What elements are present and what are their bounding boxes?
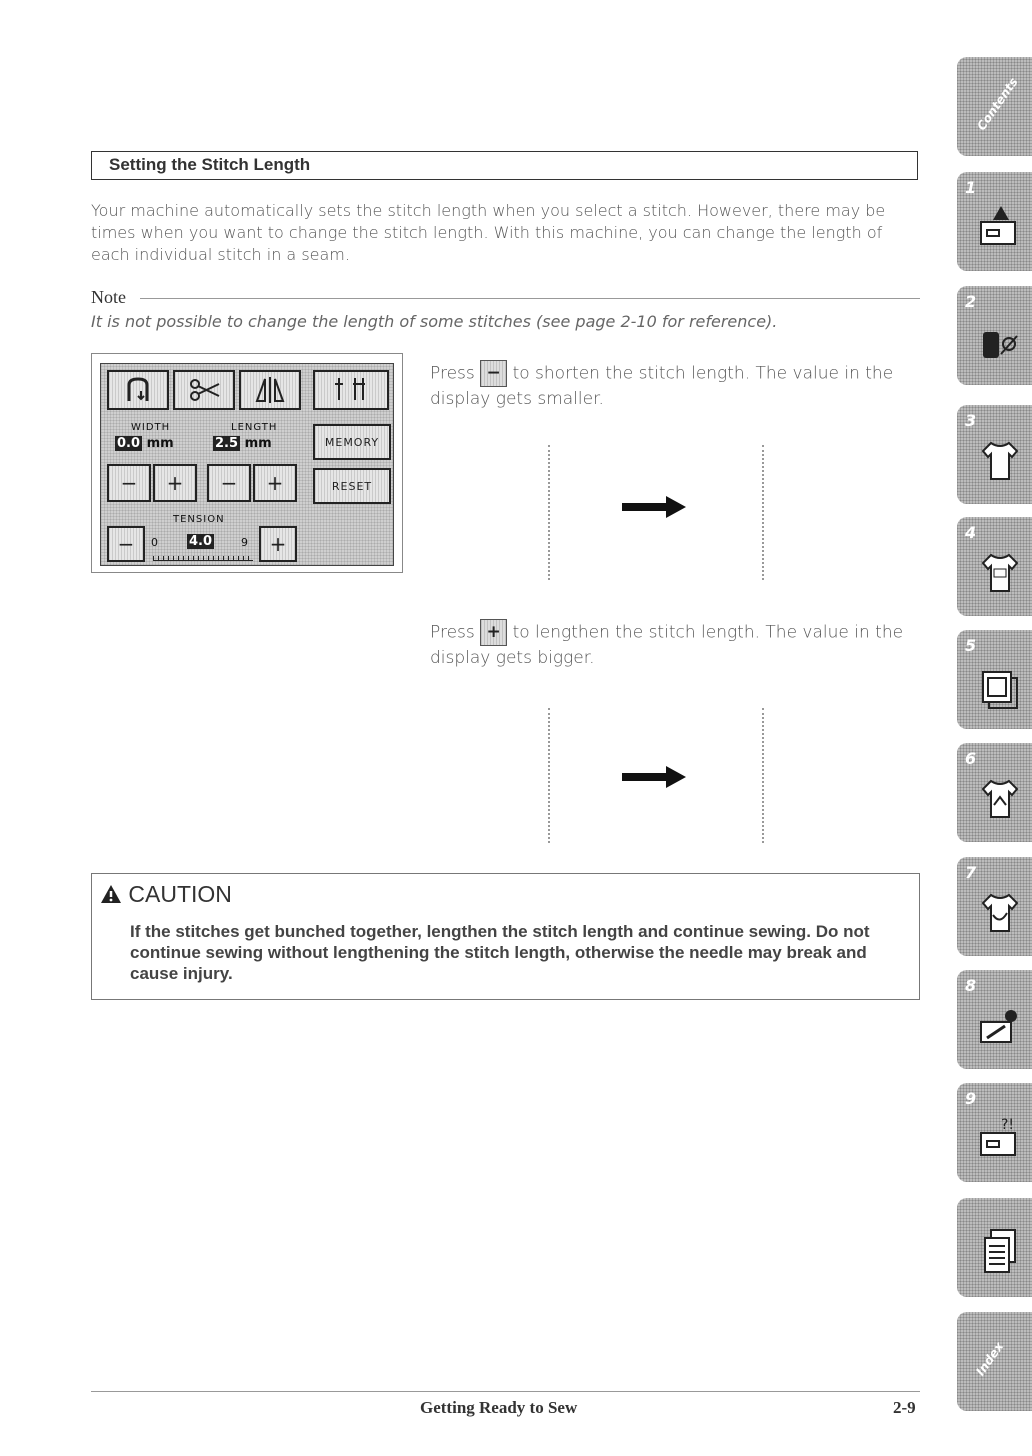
length-value: 2.5	[215, 436, 239, 451]
length-display	[213, 436, 272, 451]
twin-needle-icon	[313, 370, 389, 410]
tab-chapter-9[interactable]	[957, 1083, 1032, 1182]
pages-icon	[979, 1226, 1019, 1278]
tab-appendix[interactable]	[957, 1198, 1032, 1297]
tension-max: 9	[241, 536, 248, 549]
tab-label: 9	[965, 1089, 977, 1108]
tension-value: 4.0	[189, 534, 213, 549]
tab-label: 3	[965, 411, 977, 430]
arrow-right-icon	[622, 494, 688, 520]
arrow-right-icon	[622, 764, 688, 790]
tab-label: 2	[965, 292, 977, 311]
width-display	[115, 436, 174, 451]
tab-chapter-3[interactable]	[957, 405, 1032, 504]
iron-shirt-icon	[979, 885, 1019, 937]
shorten-press: Press	[430, 363, 475, 384]
note-text: It is not possible to change the length of some stitches (see page 2-10 for reference).	[91, 312, 778, 331]
machine-icon	[979, 200, 1019, 252]
width-minus-button[interactable]: −	[107, 464, 151, 502]
frame-icon	[979, 658, 1019, 710]
embroidered-shirt-icon	[979, 545, 1019, 597]
width-plus-button[interactable]: +	[153, 464, 197, 502]
dotted-line-right-2	[762, 708, 764, 843]
width-label: WIDTH	[131, 422, 171, 433]
tension-plus-button[interactable]: +	[259, 526, 297, 562]
tension-min: 0	[151, 536, 158, 549]
tab-label: 5	[965, 636, 977, 655]
footer-page-number: 2-9	[893, 1398, 916, 1417]
minus-button-icon: −	[480, 360, 507, 387]
svg-text:?!: ?!	[1001, 1117, 1015, 1133]
shirt-icon	[979, 433, 1019, 485]
reset-button[interactable]: RESET	[313, 468, 391, 504]
length-minus-button[interactable]: −	[207, 464, 251, 502]
length-plus-button[interactable]: +	[253, 464, 297, 502]
troubleshoot-icon	[979, 1111, 1019, 1163]
memory-button[interactable]: MEMORY	[313, 424, 391, 460]
lengthen-text: to lengthen the stitch length. The value in the display gets bigger.	[430, 622, 904, 668]
dotted-line-left-2	[548, 708, 550, 843]
tension-label: TENSION	[173, 514, 225, 525]
scissors-icon	[173, 370, 235, 410]
tab-label: 6	[965, 749, 977, 768]
footer-chapter-title: Getting Ready to Sew	[420, 1398, 578, 1417]
tab-label: Index	[973, 1339, 1007, 1379]
presser-foot-icon	[107, 370, 169, 410]
caution-title: CAUTION	[128, 881, 232, 907]
design-shirt-icon	[979, 771, 1019, 823]
tab-chapter-2[interactable]	[957, 286, 1032, 385]
tab-label: 7	[965, 863, 977, 882]
tension-minus-button[interactable]: −	[107, 526, 145, 562]
tab-chapter-8[interactable]	[957, 970, 1032, 1069]
tab-chapter-5[interactable]	[957, 630, 1032, 729]
tab-contents[interactable]	[957, 57, 1032, 156]
section-title: Setting the Stitch Length	[109, 155, 311, 174]
lengthen-press: Press	[430, 622, 475, 643]
tension-display	[187, 534, 214, 549]
tab-chapter-4[interactable]	[957, 517, 1032, 616]
dotted-line-right-1	[762, 445, 764, 580]
intro-paragraph: Your machine automatically sets the stitch length when you select a stitch. However, there may be times when you want to change the stitch length. With this machine, you can change the length of each individual stitch in a seam.	[91, 201, 886, 264]
note-label: Note	[91, 287, 126, 307]
lengthen-instruction	[430, 619, 920, 671]
shorten-text: to shorten the stitch length. The value in the display gets smaller.	[430, 363, 894, 409]
tab-chapter-6[interactable]	[957, 743, 1032, 842]
tab-label: 4	[965, 523, 977, 542]
mirror-icon	[239, 370, 301, 410]
width-unit: mm	[146, 436, 174, 451]
length-unit: mm	[244, 436, 272, 451]
tab-label: 8	[965, 976, 977, 995]
tab-chapter-7[interactable]	[957, 857, 1032, 956]
tab-index[interactable]	[957, 1312, 1032, 1411]
note-divider	[140, 298, 920, 299]
footer-divider	[91, 1391, 920, 1392]
tab-label: Contents	[974, 75, 1021, 133]
thread-spool-icon	[979, 314, 1019, 366]
width-value: 0.0	[117, 436, 141, 451]
maintenance-icon	[979, 998, 1019, 1050]
caution-heading	[100, 881, 232, 908]
tab-chapter-1[interactable]	[957, 172, 1032, 271]
shorten-instruction	[430, 360, 920, 412]
tension-scale	[153, 556, 253, 561]
tab-label: 1	[965, 178, 977, 197]
plus-button-icon: +	[480, 619, 507, 646]
length-label: LENGTH	[231, 422, 278, 433]
dotted-line-left-1	[548, 445, 550, 580]
warning-icon	[100, 884, 122, 904]
control-panel-image	[100, 363, 394, 566]
caution-text: If the stitches get bunched together, lengthen the stitch length and continue sewing. Do not continue sewing without lengthening the stitch length, otherwise the needle may break and cause injury.	[130, 922, 870, 983]
